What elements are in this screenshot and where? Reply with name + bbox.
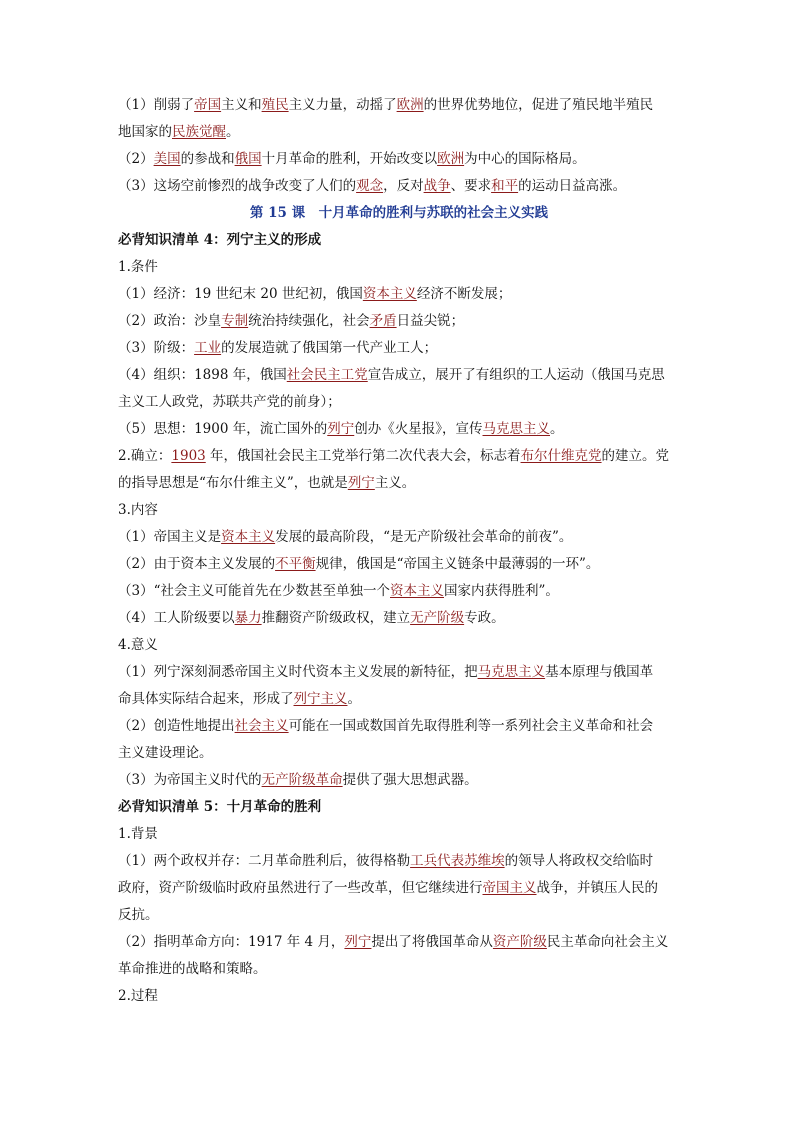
lesson-title [118, 200, 680, 227]
text-segment: 规律，俄国是“帝国主义链条中最薄弱的一环”。 [315, 556, 600, 572]
text-segment: （1）两个政权并存：二月革命胜利后，彼得格勒 [118, 853, 411, 869]
text-line [118, 767, 680, 794]
text-segment: 主义和 [221, 97, 262, 113]
keyword-underlined: 不平衡 [275, 556, 316, 572]
text-line [118, 551, 680, 578]
text-line [118, 470, 680, 497]
text-segment: （2） [118, 151, 154, 167]
text-segment: 提供了强大思想武器。 [342, 772, 478, 788]
text-line [118, 686, 680, 713]
text-segment: 的参战和 [180, 151, 235, 167]
text-segment: （1）削弱了 [118, 97, 195, 113]
keyword-underlined: 战争 [423, 178, 451, 194]
keyword-underlined: 和平 [491, 178, 519, 194]
text-line [118, 362, 680, 389]
text-segment: （1）列宁深刻洞悉帝国主义时代资本主义发展的新特征，把 [118, 664, 478, 680]
text-segment: （5）思想：1900 年，流亡国外的 [118, 421, 328, 437]
text-line [118, 956, 680, 983]
keyword-underlined: 资本主义 [390, 583, 444, 599]
keyword-underlined: 矛盾 [369, 313, 397, 329]
text-segment: 宣告成立，展开了有组织的工人运动（俄国马克思 [367, 367, 665, 383]
text-segment: 2.过程 [118, 988, 158, 1004]
text-line [118, 416, 680, 443]
text-line [118, 497, 680, 524]
keyword-underlined: 社会主义 [234, 718, 289, 734]
text-segment: 推翻资产阶级政权，建立 [261, 610, 411, 626]
text-segment: 革命推进的战略和策略。 [118, 961, 267, 977]
text-segment: 专政。 [464, 610, 505, 626]
text-segment: 。 [347, 691, 361, 707]
text-line [118, 848, 680, 875]
text-segment: 第 15 课 十月革命的胜利与苏联的社会主义实践 [249, 205, 549, 221]
keyword-underlined: 暴力 [234, 610, 262, 626]
text-line [118, 443, 680, 470]
text-segment: 主义建设理论。 [118, 745, 213, 761]
text-segment: 政府，资产阶级临时政府虽然进行了一些改革，但它继续进行 [118, 880, 483, 896]
text-line [118, 389, 680, 416]
text-segment: 反抗。 [118, 907, 159, 923]
keyword-underlined: 帝国主义 [482, 880, 537, 896]
text-line [118, 173, 680, 200]
keyword-underlined: 民族觉醒 [172, 124, 226, 140]
text-segment: （3）这场空前惨烈的战争改变了人们的 [118, 178, 357, 194]
text-line [118, 821, 680, 848]
keyword-underlined: 无产阶级革命 [261, 772, 343, 788]
text-line [118, 875, 680, 902]
text-segment: 十月革命的胜利，开始改变以 [261, 151, 438, 167]
keyword-underlined: 资本主义 [221, 529, 276, 545]
text-segment: 主义。 [374, 475, 416, 491]
keyword-underlined: 殖民 [261, 97, 289, 113]
text-line [118, 902, 680, 929]
text-line [118, 92, 680, 119]
keyword-underlined: 社会民主工党 [286, 367, 368, 383]
text-line [118, 119, 680, 146]
text-segment: 的运动日益高涨。 [518, 178, 627, 194]
text-segment: 创办《火星报》，宣传 [354, 421, 483, 437]
text-segment: 的领导人将政权交给临时 [504, 853, 654, 869]
text-segment: （3）阶级： [118, 340, 195, 356]
text-segment: 统治持续强化，社会 [248, 313, 370, 329]
text-segment: 日益尖锐； [396, 313, 465, 329]
text-segment: 主义工人政党，苏联共产党的前身）； [118, 394, 341, 410]
text-segment: （2）创造性地提出 [118, 718, 235, 734]
text-line [118, 929, 680, 956]
text-segment: （1）经济：19 世纪末 20 世纪初，俄国 [118, 286, 363, 302]
text-segment: 的指导思想是“布尔什维主义”，也就是 [118, 475, 348, 491]
text-segment: 经济不断发展； [416, 286, 512, 302]
keyword-underlined: 列宁 [347, 475, 375, 491]
keyword-underlined: 列宁 [344, 934, 372, 950]
text-line [118, 335, 680, 362]
text-line [118, 983, 680, 1010]
text-segment: 的发展造就了俄国第一代产业工人； [221, 340, 438, 356]
text-line [118, 632, 680, 659]
document-page [118, 92, 680, 1010]
keyword-underlined: 马克思主义 [477, 664, 546, 680]
text-segment: 地国家的 [118, 124, 172, 140]
section-heading [118, 227, 680, 254]
text-segment: 国家内获得胜利”。 [444, 583, 559, 599]
keyword-underlined: 帝国 [194, 97, 222, 113]
text-segment: （1）帝国主义是 [118, 529, 222, 545]
text-segment: （3）为帝国主义时代的 [118, 772, 262, 788]
text-segment: 战争，并镇压人民的 [536, 880, 658, 896]
text-line [118, 713, 680, 740]
text-segment: 基本原理与俄国革 [545, 664, 654, 680]
keyword-underlined: 美国 [153, 151, 181, 167]
text-segment: 、要求 [450, 178, 492, 194]
text-segment: （4）工人阶级要以 [118, 610, 235, 626]
keyword-underlined: 马克思主义 [482, 421, 550, 437]
keyword-underlined: 1903 [171, 448, 206, 464]
text-line [118, 524, 680, 551]
keyword-underlined: 专制 [221, 313, 249, 329]
text-line [118, 605, 680, 632]
text-segment: （2）由于资本主义发展的 [118, 556, 276, 572]
text-line [118, 254, 680, 281]
keyword-underlined: 资本主义 [362, 286, 417, 302]
text-segment: 发展的最高阶段，“是无产阶级社会革命的前夜”。 [275, 529, 573, 545]
text-segment: 提出了将俄国革命从 [371, 934, 493, 950]
text-segment: 民主革命向社会主义 [546, 934, 669, 950]
text-segment: 命具体实际结合起来，形成了 [118, 691, 294, 707]
keyword-underlined: 无产阶级 [410, 610, 465, 626]
text-segment: 的建立。党 [601, 448, 670, 464]
text-segment: 必背知识清单 5：十月革命的胜利 [118, 799, 322, 815]
text-segment: 为中心的国际格局。 [464, 151, 586, 167]
text-segment: 可能在一国或数国首先取得胜利等一系列社会主义革命和社会 [288, 718, 654, 734]
keyword-underlined: 布尔什维克党 [520, 448, 602, 464]
text-segment: 年，俄国社会民主工党举行第二次代表大会，标志着 [205, 448, 521, 464]
text-segment: 4.意义 [118, 637, 158, 653]
keyword-underlined: 俄国 [234, 151, 262, 167]
text-segment: （2）政治：沙皇 [118, 313, 222, 329]
text-segment: 1.条件 [118, 259, 158, 275]
text-line [118, 308, 680, 335]
keyword-underlined: 欧洲 [396, 97, 424, 113]
keyword-underlined: 观念 [356, 178, 384, 194]
text-line [118, 740, 680, 767]
keyword-underlined: 工业 [194, 340, 222, 356]
keyword-underlined: 欧洲 [437, 151, 465, 167]
text-segment: （2）指明革命方向：1917 年 4 月， [118, 934, 345, 950]
text-segment: 1.背景 [118, 826, 158, 842]
text-segment: 必背知识清单 4：列宁主义的形成 [118, 232, 322, 248]
text-segment: （4）组织：1898 年，俄国 [118, 367, 287, 383]
text-segment: 2.确立： [118, 448, 172, 464]
section-heading [118, 794, 680, 821]
text-line [118, 578, 680, 605]
text-segment: 的世界优势地位，促进了殖民地半殖民 [423, 97, 654, 113]
text-segment: （3）“社会主义可能首先在少数甚至单独一个 [118, 583, 390, 599]
text-segment: 。 [550, 421, 564, 437]
text-segment: 主义力量，动摇了 [288, 97, 397, 113]
keyword-underlined: 工兵代表苏维埃 [410, 853, 505, 869]
text-line [118, 659, 680, 686]
keyword-underlined: 列宁 [327, 421, 355, 437]
text-segment: 。 [226, 124, 240, 140]
text-segment: ，反对 [383, 178, 424, 194]
text-segment: 3.内容 [118, 502, 158, 518]
keyword-underlined: 列宁主义 [293, 691, 348, 707]
keyword-underlined: 资产阶级 [492, 934, 547, 950]
text-line [118, 281, 680, 308]
text-line [118, 146, 680, 173]
